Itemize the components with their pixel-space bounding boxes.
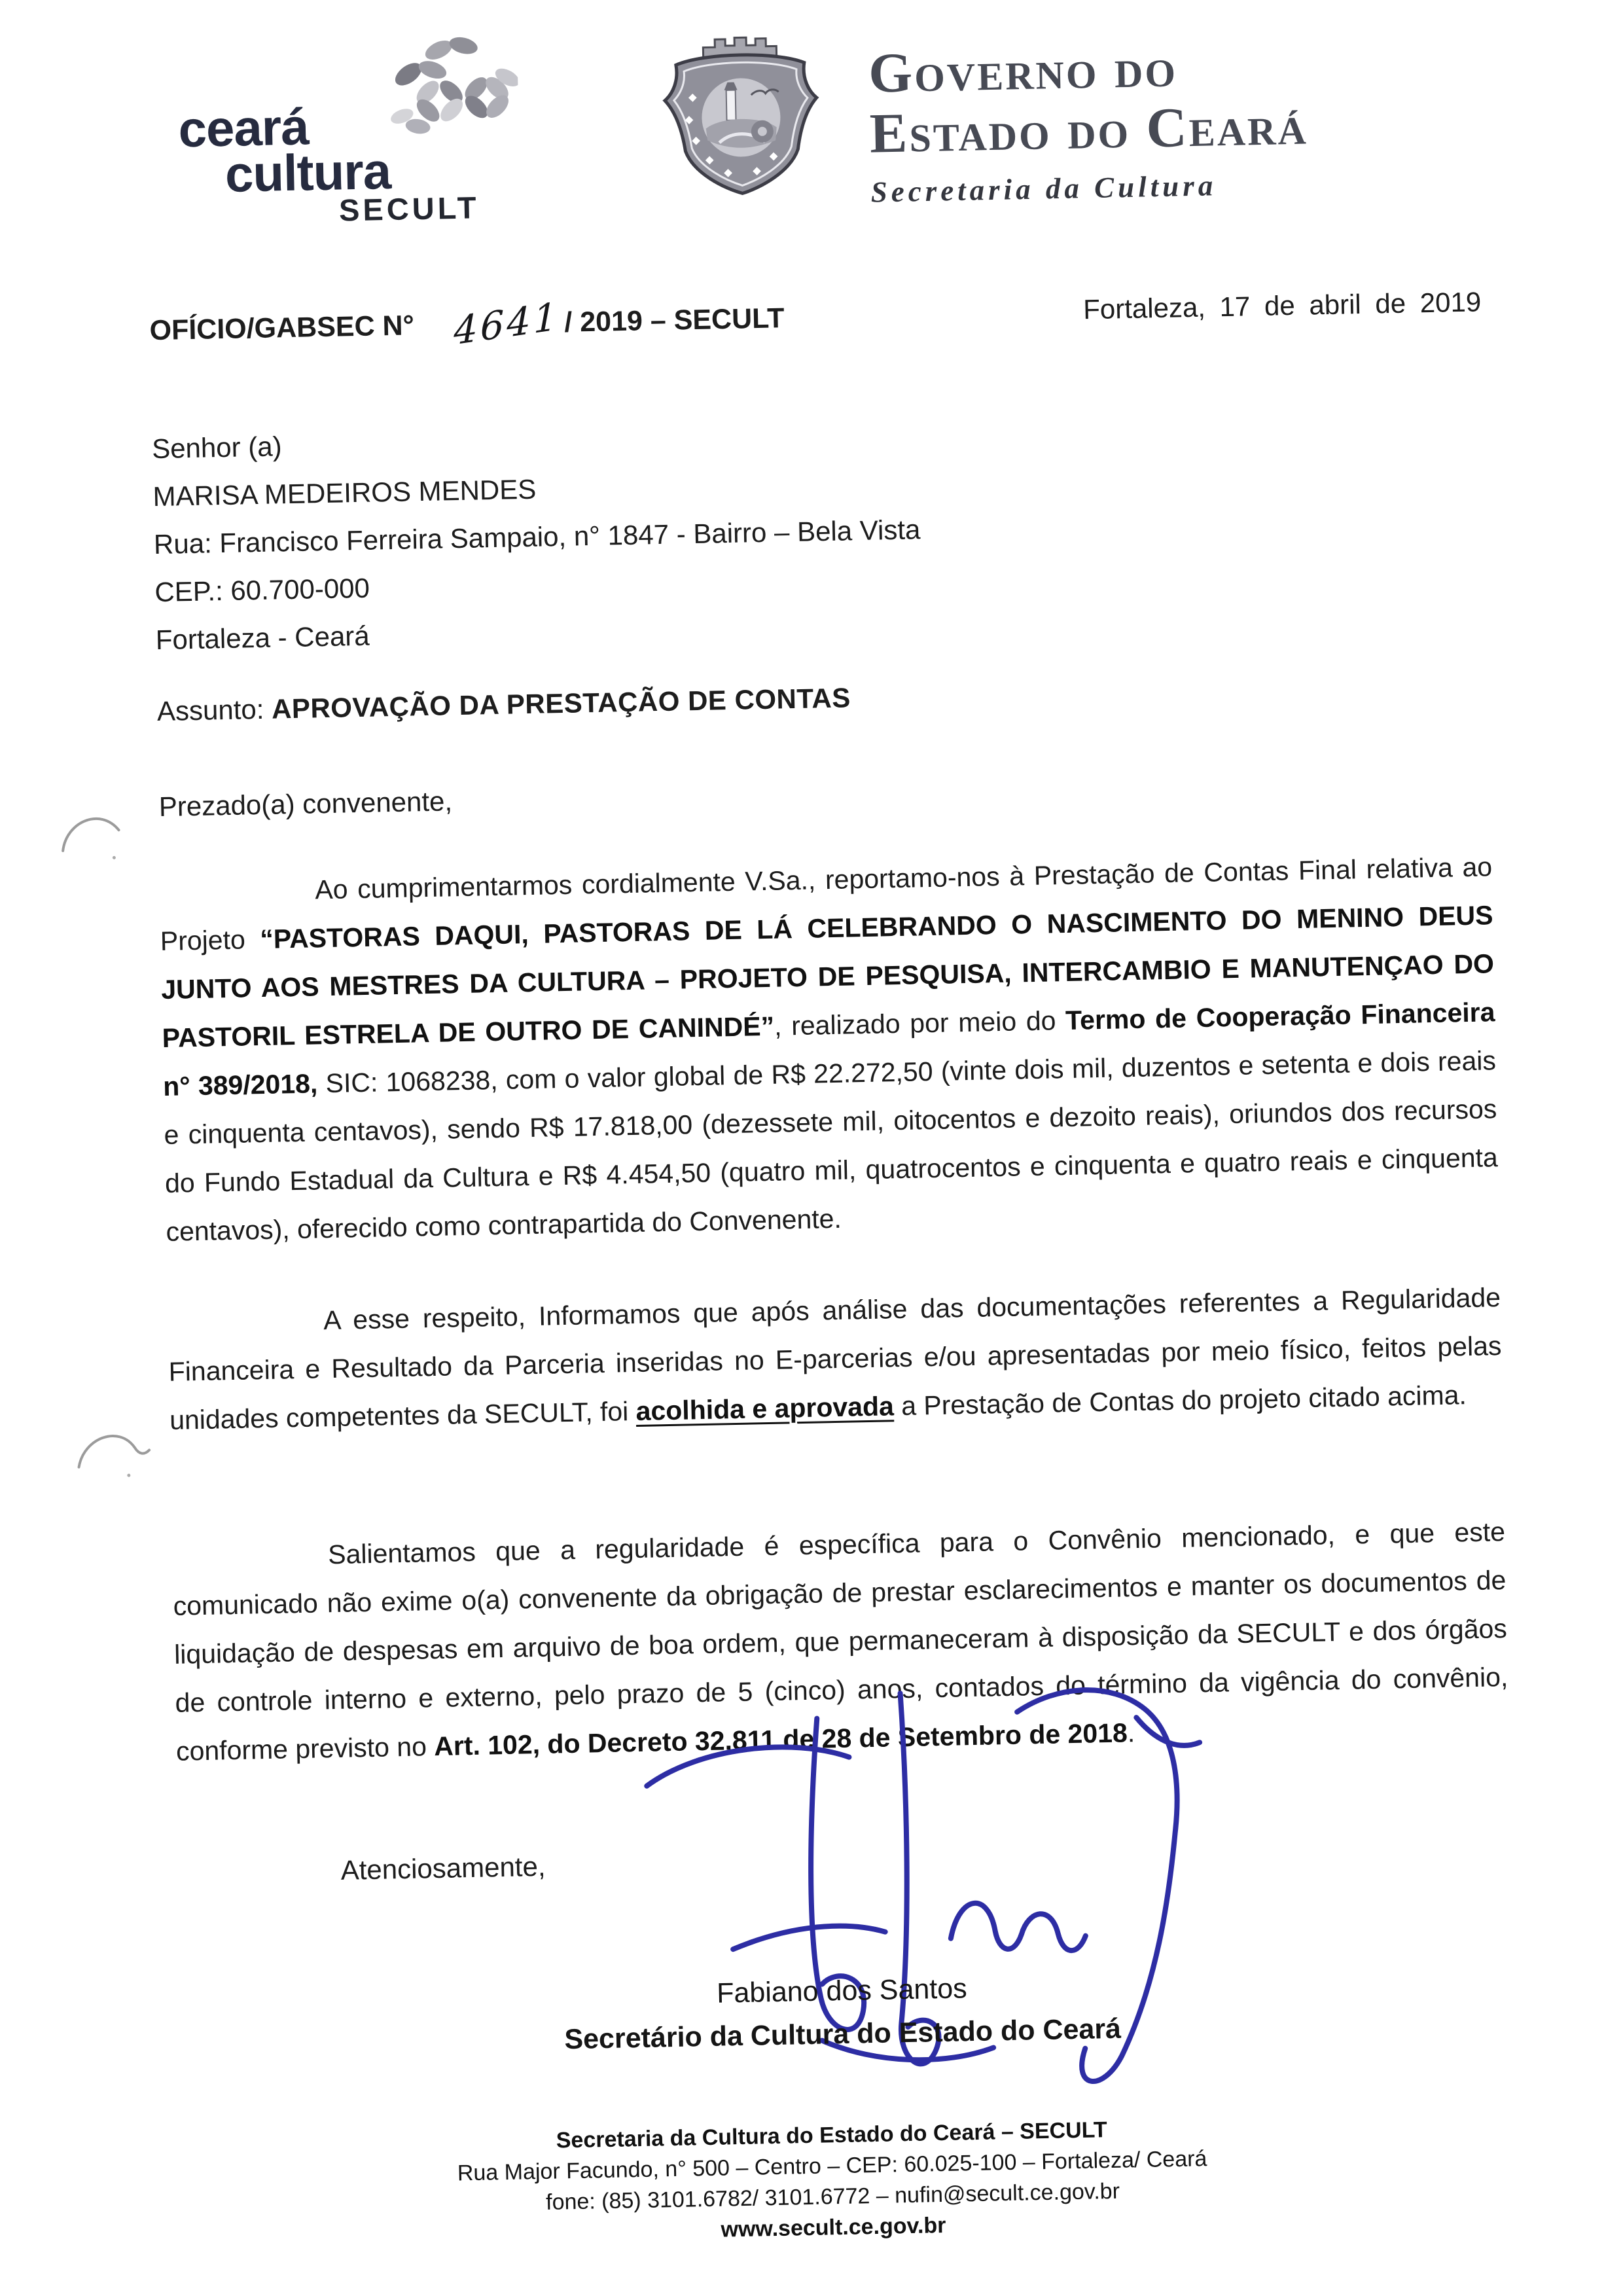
p1-values: SIC: 1068238, com o valor global de R$ 22.272,50 (vinte dois mil, duzentos e setenta e dois reais e cinquenta centavos), sendo R$ 17.818,00 (dezessete mil, oitocentos e dezoito reais), oriundos dos recursos do Fundo Estadual da Cultura e R$ 4.454,50 (quatro mil, quatrocentos e cinquenta e quatro reais e cinquenta centavos), oferecido como contrapartida do Convenente.: [164, 1045, 1499, 1247]
subject-line: [157, 682, 851, 727]
oficio-number-row: [149, 282, 1482, 380]
ceara-logo-word-2: cultura: [224, 141, 391, 203]
p2-intro: A esse respeito, Informamos que após análise das documentações referentes a Regularidade Financeira e Resultado da Parceria inseridas no E-parcerias e/ou apresentadas por meio físico, feitos pelas unidades competentes da SECULT, foi: [168, 1282, 1502, 1435]
ceara-coat-of-arms-icon: [652, 28, 828, 202]
paragraph-1: [159, 842, 1499, 1256]
header: [0, 0, 1601, 228]
recipient-name: MARISA MEDEIROS MENDES: [152, 473, 537, 512]
pen-arc-mark-icon: [71, 1420, 158, 1487]
gov-line-1: Governo do: [868, 35, 1178, 105]
recipient-block: [151, 410, 922, 664]
ceara-logo-word-3: SECULT: [338, 190, 480, 228]
paragraph-2: [168, 1273, 1503, 1444]
greeting-line: Prezado(a) convenente,: [158, 785, 453, 823]
oficio-number-handwritten: 4641: [454, 293, 560, 354]
footer-address: Rua Major Facundo, n° 500 – Centro – CEP: 60.025-100 – Fortaleza/ Ceará: [457, 2146, 1207, 2186]
signature-block: [429, 1962, 1255, 2064]
footer-phone-email: fone: (85) 3101.6782/ 3101.6772 – nufin@secult.ce.gov.br: [545, 2178, 1120, 2215]
closing-regards: Atenciosamente,: [340, 1850, 546, 1886]
p1-project-title: “PASTORAS DAQUI, PASTORAS DE LÁ CELEBRANDO O NASCIMENTO DO MENINO DEUS JUNTO AOS MESTRES DA CULTURA – PROJETO DE PESQUISA, INTERCAMBIO E MANUTENÇAO DO PASTORIL ESTRELA DE OUTRO DE CANINDÉ”: [160, 900, 1495, 1053]
p1-mid: , realizado por meio do: [774, 1005, 1066, 1041]
p1-termo-cooperacao: Termo de Cooperação Financeira n° 389/2018,: [162, 997, 1495, 1102]
oficio-label: OFÍCIO/GABSEC N°: [149, 310, 415, 347]
signer-title: Secretário da Cultura do Estado do Ceará: [563, 2013, 1122, 2056]
subject-label: Assunto:: [156, 693, 264, 727]
gov-subtitle: Secretaria da Cultura: [870, 169, 1217, 209]
p3-period: .: [1127, 1717, 1135, 1748]
oficio-number-suffix: / 2019 – SECULT: [563, 302, 785, 338]
gov-line-2: Estado do Ceará: [869, 93, 1309, 165]
footer-org: Secretaria da Cultura do Estado do Ceará – SECULT: [556, 2117, 1108, 2153]
government-wordmark: [868, 35, 1310, 209]
p2-approved-highlight: acolhida e aprovada: [635, 1391, 895, 1426]
footer-website: www.secult.ce.gov.br: [721, 2212, 946, 2242]
ceara-cultura-leaves-icon: [340, 31, 520, 159]
ceara-logo-word-1: ceará: [177, 98, 310, 158]
footer-block: [20, 2104, 1623, 2259]
recipient-city: Fortaleza - Ceará: [155, 620, 370, 656]
recipient-salutation: Senhor (a): [151, 431, 283, 465]
recipient-cep: CEP.: 60.700-000: [154, 572, 370, 608]
pen-arc-mark-icon: [54, 801, 141, 869]
subject-value: APROVAÇÃO DA PRESTAÇÃO DE CONTAS: [271, 682, 851, 725]
date-line: Fortaleza, 17 de abril de 2019: [1082, 286, 1482, 325]
signer-name: Fabiano dos Santos: [716, 1973, 968, 2009]
p3-intro: Salientamos que a regularidade é específica para o Convênio mencionado, e que este comunicado não exime o(a) convenente da obrigação de prestar esclarecimentos e manter os documentos de liquidação de despesas em arquivo de boa ordem, que permaneceram à disposição da SECULT e dos órgãos de controle interno e externo, pelo prazo de 5 (cinco) anos, contados do término da vigência do convênio, conforme previsto no: [173, 1516, 1508, 1767]
recipient-street: Rua: Francisco Ferreira Sampaio, n° 1847 - Bairro – Bela Vista: [153, 514, 921, 560]
p2-end: a Prestação de Contas do projeto citado acima.: [893, 1380, 1467, 1422]
p3-decree-reference: Art. 102, do Decreto 32.811 de 28 de Setembro de 2018: [433, 1717, 1128, 1762]
p1-intro: Ao cumprimentarmos cordialmente V.Sa., reportamo-nos à Prestação de Contas Final relativa ao Projeto: [160, 852, 1493, 957]
